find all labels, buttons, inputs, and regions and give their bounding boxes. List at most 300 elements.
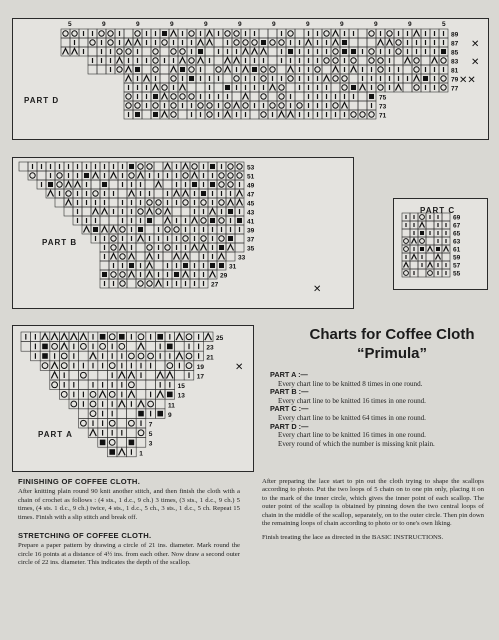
- decrease-mark: [192, 245, 198, 251]
- chart-cell: [154, 261, 163, 270]
- decrease-mark: [144, 76, 150, 82]
- repeat-marker-icon: ✕: [235, 362, 244, 373]
- yarn-over-mark: [324, 58, 329, 63]
- decrease-mark: [243, 67, 249, 73]
- decrease-mark: [219, 254, 225, 260]
- decrease-mark: [243, 49, 249, 55]
- decrease-mark: [198, 40, 204, 46]
- no-stitch-mark: [129, 263, 134, 268]
- yarn-over-mark: [360, 112, 365, 117]
- chart-cell: [61, 38, 70, 47]
- chart-cell: [235, 243, 244, 252]
- chart-cell: [97, 65, 106, 74]
- decrease-mark: [360, 85, 366, 91]
- no-stitch-mark: [261, 40, 266, 45]
- decrease-mark: [61, 334, 68, 341]
- row-number: 85: [451, 49, 459, 57]
- decrease-mark: [237, 191, 243, 197]
- chart-cell: [145, 225, 154, 234]
- chart-cell: [155, 399, 165, 409]
- chart-cell: [117, 418, 127, 428]
- no-stitch-mark: [180, 67, 185, 72]
- chart-cell: [155, 361, 165, 371]
- chart-cell: [146, 380, 156, 390]
- no-stitch-mark: [135, 112, 140, 117]
- yarn-over-mark: [129, 382, 135, 388]
- row-number: 9: [168, 411, 172, 419]
- yarn-over-mark: [129, 420, 135, 426]
- decrease-mark: [228, 245, 234, 251]
- yarn-over-mark: [333, 49, 338, 54]
- chart-cell: [136, 252, 145, 261]
- chart-cell: [55, 198, 64, 207]
- decrease-mark: [129, 191, 135, 197]
- no-stitch-mark: [423, 76, 428, 81]
- row-number: 83: [451, 58, 459, 66]
- no-stitch-mark: [225, 85, 230, 90]
- chart-cell: [79, 409, 89, 419]
- chart-cell: [142, 110, 151, 119]
- instruction-text: Every chart line to be knitted 16 times in one round.: [278, 396, 426, 405]
- chart-cell: [367, 38, 376, 47]
- chart-cell: [196, 83, 205, 92]
- decrease-mark: [432, 58, 438, 64]
- chart-cell: [175, 342, 185, 352]
- yarn-over-mark: [219, 182, 224, 187]
- decrease-mark: [333, 31, 339, 37]
- column-number: 9: [204, 21, 208, 28]
- column-number: 9: [306, 21, 310, 28]
- chart-cell: [37, 171, 46, 180]
- no-stitch-mark: [84, 173, 89, 178]
- row-number: 15: [177, 383, 185, 391]
- yarn-over-mark: [243, 40, 248, 45]
- yarn-over-mark: [378, 58, 383, 63]
- row-number: 67: [453, 222, 461, 230]
- decrease-mark: [412, 255, 417, 260]
- yarn-over-mark: [156, 209, 161, 214]
- yarn-over-mark: [171, 76, 176, 81]
- yarn-over-mark: [138, 353, 144, 359]
- decrease-mark: [279, 112, 285, 118]
- chart-title-block: [292, 325, 492, 363]
- yarn-over-mark: [201, 236, 206, 241]
- yarn-over-mark: [228, 173, 233, 178]
- no-stitch-mark: [210, 182, 215, 187]
- no-stitch-mark: [441, 49, 446, 54]
- part-b-label: PART B: [42, 238, 78, 247]
- yarn-over-mark: [61, 363, 67, 369]
- repeat-marker-icon: ✕: [313, 284, 322, 295]
- no-stitch-mark: [162, 31, 167, 36]
- yarn-over-mark: [189, 58, 194, 63]
- chart-cell: [250, 92, 259, 101]
- yarn-over-mark: [138, 430, 144, 436]
- yarn-over-mark: [117, 67, 122, 72]
- yarn-over-mark: [72, 31, 77, 36]
- decrease-mark: [147, 209, 153, 215]
- yarn-over-mark: [189, 67, 194, 72]
- chart-cell: [142, 47, 151, 56]
- yarn-over-mark: [225, 31, 230, 36]
- decrease-mark: [138, 401, 145, 408]
- row-number: 87: [451, 40, 459, 48]
- decrease-mark: [162, 112, 168, 118]
- chart-cell: [181, 207, 190, 216]
- chart-cell: [136, 243, 145, 252]
- yarn-over-mark: [165, 227, 170, 232]
- decrease-mark: [192, 173, 198, 179]
- yarn-over-mark: [109, 420, 115, 426]
- chart-cell: [232, 92, 241, 101]
- decrease-mark: [205, 334, 212, 341]
- no-stitch-mark: [42, 353, 48, 359]
- yarn-over-mark: [404, 271, 409, 276]
- chart-cell: [91, 180, 100, 189]
- yarn-over-mark: [324, 31, 329, 36]
- chart-cell: [136, 390, 146, 400]
- yarn-over-mark: [414, 58, 419, 63]
- yarn-over-mark: [315, 67, 320, 72]
- instruction-item: [270, 371, 490, 388]
- decrease-mark: [157, 391, 164, 398]
- no-stitch-mark: [153, 94, 158, 99]
- chart-cell: [88, 65, 97, 74]
- chart-cell: [154, 189, 163, 198]
- row-number: 19: [196, 363, 205, 371]
- no-stitch-mark: [351, 49, 356, 54]
- yarn-over-mark: [126, 103, 131, 108]
- no-stitch-mark: [237, 218, 242, 223]
- decrease-mark: [162, 94, 168, 100]
- decrease-mark: [42, 334, 49, 341]
- yarn-over-mark: [66, 191, 71, 196]
- yarn-over-mark: [369, 31, 374, 36]
- decrease-mark: [171, 67, 177, 73]
- pinning-text: After preparing the lace start to pin out the cloth trying to shape the scallops according to photo. Put the two loops of 5 chain on to one pin only, placing it on to the mark of the inner circle, which gives the inner point of each scallop. The outer point of the scallop is obtained by pinning down the two central loops of chain in the middle of the scallop, separately, on to the outer circle. Then pin down the remaining loops of chain according to photo or to one's own liking.: [262, 478, 484, 528]
- decrease-mark: [71, 334, 78, 341]
- no-stitch-mark: [138, 227, 143, 232]
- column-number: 9: [408, 21, 412, 28]
- yarn-over-mark: [111, 245, 116, 250]
- right-text-column: [262, 478, 484, 543]
- no-stitch-mark: [100, 334, 106, 340]
- yarn-over-mark: [279, 103, 284, 108]
- no-stitch-mark: [157, 411, 163, 417]
- decrease-mark: [396, 85, 402, 91]
- chart-cell: [163, 180, 172, 189]
- decrease-mark: [48, 191, 54, 197]
- instruction-note: Every round of which the number is missing knit plain.: [278, 439, 435, 448]
- decrease-mark: [75, 182, 81, 188]
- yarn-over-mark: [109, 334, 115, 340]
- yarn-over-mark: [120, 227, 125, 232]
- chart-cell: [109, 216, 118, 225]
- decrease-mark: [51, 334, 58, 341]
- yarn-over-mark: [192, 164, 197, 169]
- yarn-over-mark: [261, 76, 266, 81]
- no-stitch-mark: [93, 227, 98, 232]
- yarn-over-mark: [171, 103, 176, 108]
- chart-cell: [187, 83, 196, 92]
- no-stitch-mark: [210, 164, 215, 169]
- decrease-mark: [84, 227, 90, 233]
- decrease-mark: [207, 31, 213, 37]
- column-number: 9: [374, 21, 378, 28]
- chart-cell: [117, 438, 127, 448]
- decrease-mark: [157, 372, 164, 379]
- decrease-mark: [270, 85, 276, 91]
- yarn-over-mark: [297, 103, 302, 108]
- yarn-over-mark: [234, 31, 239, 36]
- row-number: 37: [247, 236, 255, 244]
- yarn-over-mark: [147, 164, 152, 169]
- no-stitch-mark: [189, 76, 194, 81]
- no-stitch-mark: [228, 236, 233, 241]
- row-number: 49: [247, 182, 255, 190]
- decrease-mark: [404, 263, 409, 268]
- yarn-over-mark: [52, 344, 58, 350]
- chart-cell: [421, 56, 430, 65]
- yarn-over-mark: [129, 173, 134, 178]
- row-number: 43: [247, 209, 255, 217]
- yarn-over-mark: [351, 112, 356, 117]
- yarn-over-mark: [126, 49, 131, 54]
- no-stitch-mark: [192, 182, 197, 187]
- chart-cell: [21, 342, 31, 352]
- yarn-over-mark: [404, 247, 409, 252]
- decrease-mark: [135, 40, 141, 46]
- yarn-over-mark: [189, 31, 194, 36]
- yarn-over-mark: [162, 85, 167, 90]
- decrease-mark: [66, 182, 72, 188]
- chart-cell: [118, 189, 127, 198]
- no-stitch-mark: [157, 334, 163, 340]
- yarn-over-mark: [333, 58, 338, 63]
- decrease-mark: [126, 67, 132, 73]
- chart-cell: [163, 252, 172, 261]
- no-stitch-mark: [42, 344, 48, 350]
- chart-cell: [82, 207, 91, 216]
- decrease-mark: [165, 164, 171, 170]
- yarn-over-mark: [183, 200, 188, 205]
- chart-cell: [69, 370, 79, 380]
- decrease-mark: [444, 247, 449, 252]
- no-stitch-mark: [210, 218, 215, 223]
- decrease-mark: [176, 334, 183, 341]
- chart-cell: [88, 47, 97, 56]
- decrease-mark: [351, 67, 357, 73]
- no-stitch-mark: [48, 182, 53, 187]
- chart-cell: [268, 56, 277, 65]
- yarn-over-mark: [138, 281, 143, 286]
- decrease-mark: [111, 254, 117, 260]
- no-stitch-mark: [342, 40, 347, 45]
- decrease-mark: [119, 401, 126, 408]
- part-a-label: PART A: [38, 430, 73, 439]
- row-number: 31: [229, 263, 237, 271]
- decrease-mark: [165, 209, 171, 215]
- no-stitch-mark: [167, 344, 173, 350]
- chart-cell: [79, 351, 89, 361]
- yarn-over-mark: [219, 200, 224, 205]
- yarn-over-mark: [270, 67, 275, 72]
- row-number: 5: [148, 431, 153, 439]
- decrease-mark: [228, 200, 234, 206]
- decrease-mark: [428, 263, 433, 268]
- row-number: 11: [168, 402, 175, 410]
- decrease-mark: [147, 254, 153, 260]
- no-stitch-mark: [147, 218, 152, 223]
- yarn-over-mark: [261, 94, 266, 99]
- instruction-item: [270, 388, 490, 405]
- chart-cell: [426, 221, 434, 229]
- chart-cell: [322, 65, 331, 74]
- chart-part-b: [12, 157, 354, 309]
- chart-cell: [358, 56, 367, 65]
- chart-cell: [205, 47, 214, 56]
- row-number: 7: [148, 421, 153, 429]
- yarn-over-mark: [378, 85, 383, 90]
- yarn-over-mark: [279, 40, 284, 45]
- no-stitch-mark: [153, 112, 158, 117]
- yarn-over-mark: [61, 353, 67, 359]
- yarn-over-mark: [162, 40, 167, 45]
- chart-cell: [410, 261, 418, 269]
- chart-cell: [235, 234, 244, 243]
- repeat-marker-icon: ✕: [471, 39, 480, 50]
- chart-cell: [109, 180, 118, 189]
- chart-cell: [403, 65, 412, 74]
- no-stitch-mark: [135, 67, 140, 72]
- chart-cell: [136, 380, 146, 390]
- decrease-mark: [252, 49, 258, 55]
- stretching-text: Prepare a paper pattern by drawing a circle of 21 ins. diameter. Mark round the circle 16 points at a distance of 4½ ins. from each other. Now draw a second outer circle of 22 ins. diameter. This indicates the depth of the scallop.: [18, 542, 240, 567]
- yarn-over-mark: [237, 173, 242, 178]
- instruction-text: Every chart line to be knitted 16 times in one round.: [278, 431, 426, 440]
- yarn-over-mark: [420, 215, 425, 220]
- yarn-over-mark: [148, 353, 154, 359]
- decrease-mark: [153, 85, 159, 91]
- chart-cell: [127, 409, 137, 419]
- row-number: 61: [453, 246, 461, 254]
- decrease-mark: [225, 112, 231, 118]
- chart-cell: [79, 380, 89, 390]
- no-stitch-mark: [138, 411, 144, 417]
- row-number: 13: [177, 392, 185, 400]
- chart-cell: [117, 409, 127, 419]
- no-stitch-mark: [219, 263, 224, 268]
- row-number: 27: [211, 281, 219, 289]
- decrease-mark: [333, 67, 339, 73]
- chart-cell: [349, 38, 358, 47]
- yarn-over-mark: [138, 334, 144, 340]
- chart-cell: [172, 207, 181, 216]
- row-number: 73: [379, 103, 387, 111]
- chart-cell: [418, 269, 426, 277]
- decrease-mark: [387, 40, 393, 46]
- yarn-over-mark: [279, 85, 284, 90]
- decrease-mark: [306, 40, 312, 46]
- yarn-over-mark: [420, 239, 425, 244]
- column-number: 9: [102, 21, 106, 28]
- chart-cell: [349, 101, 358, 110]
- no-stitch-mark: [420, 247, 424, 251]
- yarn-over-mark: [147, 281, 152, 286]
- decrease-mark: [210, 272, 216, 278]
- decrease-mark: [420, 223, 425, 228]
- yarn-over-mark: [396, 49, 401, 54]
- row-number: 77: [451, 85, 459, 93]
- decrease-mark: [138, 173, 144, 179]
- chart-cell: [358, 38, 367, 47]
- chart-title: Charts for Coffee Cloth: [309, 326, 475, 343]
- no-stitch-mark: [252, 67, 257, 72]
- yarn-over-mark: [183, 236, 188, 241]
- column-number: 9: [340, 21, 344, 28]
- yarn-over-mark: [117, 49, 122, 54]
- column-number: 5: [442, 21, 446, 28]
- yarn-over-mark: [201, 218, 206, 223]
- no-stitch-mark: [119, 334, 125, 340]
- yarn-over-mark: [228, 182, 233, 187]
- yarn-over-mark: [42, 363, 48, 369]
- row-number: 45: [247, 200, 255, 208]
- row-number: 89: [451, 31, 459, 39]
- instruction-head: PART C :—: [270, 404, 309, 414]
- chart-cell: [127, 342, 137, 352]
- yarn-over-mark: [171, 94, 176, 99]
- instruction-item: [270, 405, 490, 422]
- yarn-over-mark: [252, 40, 257, 45]
- decrease-mark: [128, 391, 135, 398]
- decrease-mark: [225, 67, 231, 73]
- yarn-over-mark: [441, 76, 446, 81]
- chart-cell: [79, 38, 88, 47]
- yarn-over-mark: [153, 67, 158, 72]
- yarn-over-mark: [378, 67, 383, 72]
- row-number: 23: [206, 344, 214, 352]
- decrease-mark: [428, 247, 433, 252]
- decrease-mark: [261, 49, 267, 55]
- yarn-over-mark: [71, 401, 77, 407]
- no-stitch-mark: [100, 440, 106, 446]
- row-number: 55: [453, 270, 461, 278]
- chart-cell: [178, 110, 187, 119]
- decrease-mark: [171, 31, 177, 37]
- decrease-mark: [126, 76, 132, 82]
- chart-cell: [250, 110, 259, 119]
- yarn-over-mark: [288, 31, 293, 36]
- instruction-head: PART A :—: [270, 370, 308, 379]
- yarn-over-mark: [108, 31, 113, 36]
- chart-cell: [402, 229, 410, 237]
- decrease-mark: [51, 372, 58, 379]
- yarn-over-mark: [135, 31, 140, 36]
- chart-cell: [160, 47, 169, 56]
- yarn-over-mark: [61, 392, 67, 398]
- no-stitch-mark: [167, 392, 173, 398]
- instruction-text: Every chart line to be knitted 64 times in one round.: [278, 413, 426, 422]
- yarn-over-mark: [189, 94, 194, 99]
- decrease-mark: [167, 372, 174, 379]
- yarn-over-mark: [119, 344, 125, 350]
- yarn-over-mark: [333, 103, 338, 108]
- part-d-label: PART D: [24, 96, 60, 105]
- yarn-over-mark: [228, 164, 233, 169]
- decrease-mark: [234, 58, 240, 64]
- chart-cell: [223, 74, 232, 83]
